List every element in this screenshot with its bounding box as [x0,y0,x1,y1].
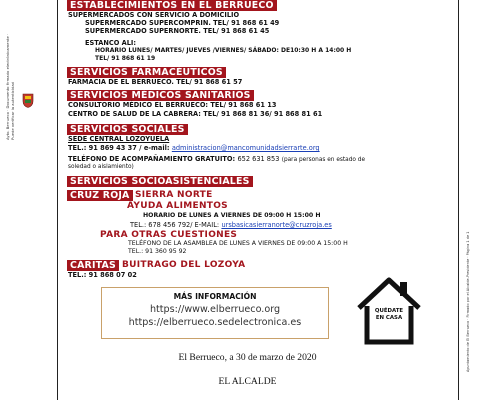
left-stamp-text: Ayto. Berrueco · Documento firmado electrónicamente · Puede verificar la autenticidad [5,33,15,140]
cruz-roja-asamblea: TELÉFONO DE LA ASAMBLEA DE LUNES A VIERNES DE 09:00 A 15:00 H [128,240,348,247]
stay-home-label-line1: QUÉDATE [374,308,404,314]
caritas-badge: CÁRITAS [67,260,119,271]
section-header-farmaceuticos: SERVICIOS FARMACÉUTICOS [67,67,226,78]
establecimientos-line: TEL/ 91 868 61 19 [95,55,156,62]
footer-signature: EL ALCALDE [218,376,277,387]
cruz-roja-email-link[interactable]: ursbasicasierranorte@cruzroja.es [221,221,332,229]
left-signature-stamp [0,0,58,400]
cruz-roja-tel: TEL.: 678 456 792/ E-MAIL: [130,221,220,229]
cruz-roja-program-alimentos: AYUDA ALIMENTOS [127,201,228,211]
caritas-tel: TEL.: 91 868 07 02 [68,271,137,279]
cruz-roja-horario: HORARIO DE LUNES A VIERNES DE 09:00 H 15:00 H [143,212,321,219]
crest-icon [22,92,34,108]
right-stamp-text: Ayuntamiento de El Berrueco · Firmado por el Alcalde-Presidente · Página 1 de 1 [466,231,470,372]
section-header-socioasistenciales: SERVICIOS SOCIOASISTENCIALES [67,176,253,187]
sanitarios-line: CENTRO DE SALUD DE LA CABRERA: TEL/ 91 868 81 36/ 91 868 81 61 [68,110,323,118]
section-header-establecimientos: ESTABLECIMIENTOS EN EL BERRUECO [67,0,277,11]
cruz-roja-program-otras: PARA OTRAS CUESTIONES [100,230,238,240]
left-border-line [57,0,58,400]
caritas-org: BUITRAGO DEL LOZOYA [122,260,246,270]
sede-central: SEDE CENTRAL LOZOYUELA [68,135,170,143]
sociales-email-link[interactable]: administracion@mancomunidadsierrarte.org [171,144,320,152]
stay-home-label [368,308,410,322]
sociales-tel-line [68,144,320,152]
acompanamiento-label: TELÉFONO DE ACOMPAÑAMIENTO GRATUITO: [68,155,236,163]
sanitarios-line: CONSULTORIO MÉDICO EL BERRUECO: TEL/ 91 868 61 13 [68,101,277,109]
more-info-title: MÁS INFORMACIÓN [173,292,257,301]
section-header-sociales: SERVICIOS SOCIALES [67,124,188,135]
cruz-roja-contact-line [130,221,332,229]
right-signature-stamp [458,0,495,400]
website-link[interactable]: https://www.elberrueco.org [149,304,281,315]
acompanamiento-note: (para personas en estado de [281,157,366,163]
stay-home-logo [356,276,422,346]
cruz-roja-asamblea-tel: TEL.: 91 360 95 92 [128,248,187,255]
stay-home-label-line2: EN CASA [375,315,403,321]
acompanamiento-note-2: soledad o aislamiento) [68,164,134,170]
cruz-roja-org: SIERRA NORTE [135,190,213,200]
establecimientos-line: SUPERMERCADO SUPERNORTE. TEL/ 91 868 61 45 [85,27,270,35]
establecimientos-line: SUPERMERCADOS CON SERVICIO A DOMICILIO [68,11,240,19]
establecimientos-line: SUPERMERCADO SUPERCOMPRIN. TEL/ 91 868 61 49 [85,19,280,27]
establecimientos-line: HORARIO LUNES/ MARTES/ JUEVES /VIERNES/ SÁBADO: DE10:30 H A 14:00 H [95,47,352,54]
section-header-sanitarios: SERVICIOS MÉDICOS SANITARIOS [67,90,254,101]
establecimientos-line: ESTANCO ALI: [85,39,136,47]
acompanamiento-value: 652 631 853 [237,155,280,163]
right-border-line [458,0,459,400]
cruz-roja-badge: CRUZ ROJA [67,190,133,201]
sede-electronica-link[interactable]: https://elberrueco.sedelectronica.es [128,317,302,328]
more-info-box [101,287,329,339]
sociales-tel: TEL.: 91 869 43 37 / e-mail: [68,144,170,152]
footer-date: El Berrueco, a 30 de marzo de 2020 [178,352,317,363]
farmacia-line: FARMACIA DE EL BERRUECO. TEL/ 91 868 61 57 [68,78,243,86]
